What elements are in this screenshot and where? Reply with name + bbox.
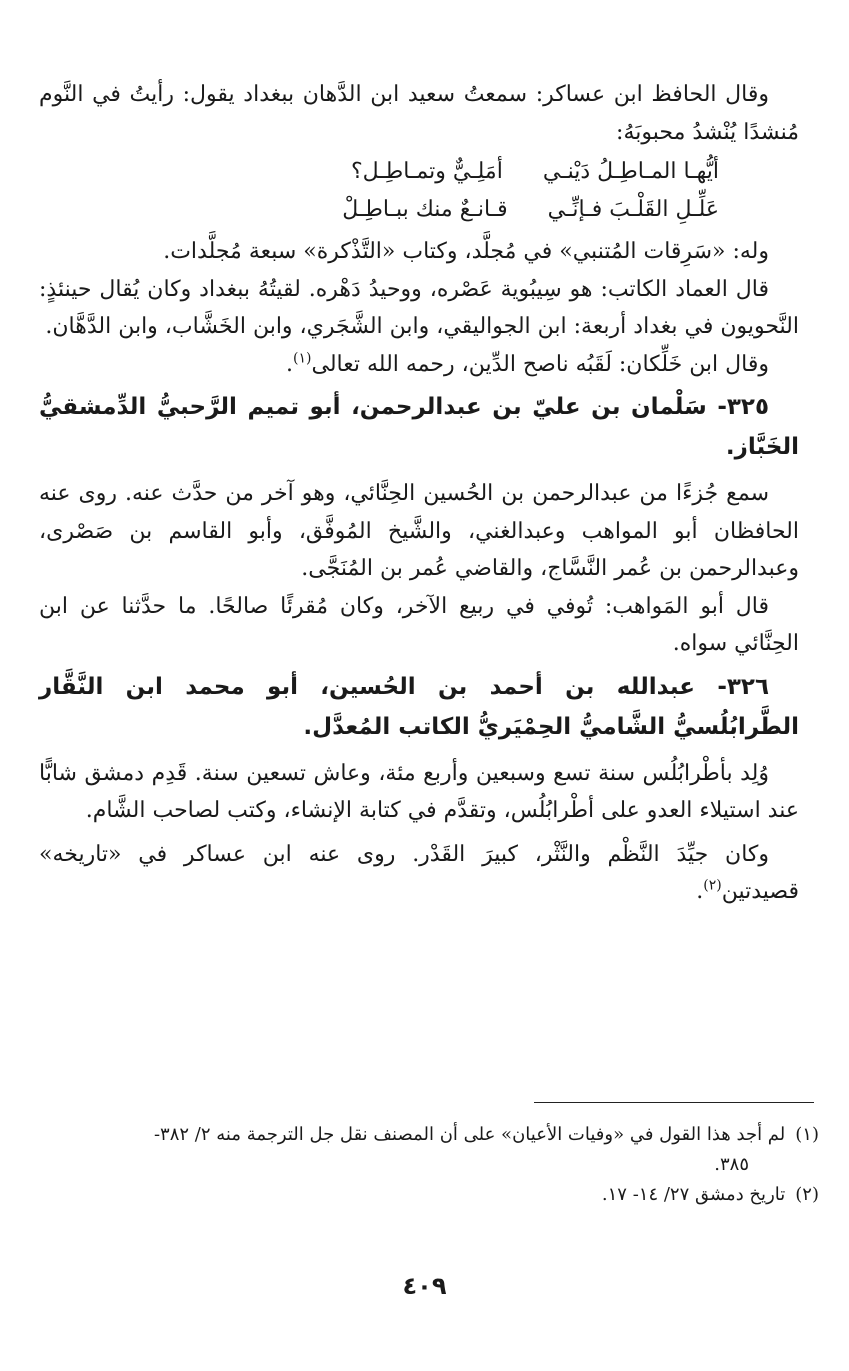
poem-line-2 [39, 191, 719, 229]
poem-block [39, 153, 799, 229]
paragraph-ibn-khallikan-text: وقال ابن خَلِّكان: لَقَبُه ناصح الدِّين، رحمه الله تعالى [311, 351, 769, 377]
paragraph-imad-katib: قال العماد الكاتب: هو سِيبُوية عَصْره، ووحيدُ دَهْره. لقيتُهُ ببغداد وكان يُقال حينئذٍ: النَّحويون في بغداد أربعة: ابن الجواليقي، وابن الشَّجَري، وابن الخَشَّاب، وابن الدَّهَّان. [39, 276, 799, 339]
paragraph-poetry [39, 836, 799, 911]
footnote-2-text: تاريخ دمشق ٢٧/ ١٤- ١٧. [601, 1184, 786, 1205]
footnote-1 [49, 1120, 819, 1150]
footnote-separator [534, 1102, 814, 1103]
footnotes [49, 1120, 819, 1210]
poem-line-1 [39, 153, 719, 191]
paragraph-ibn-khallikan-end: . [286, 351, 294, 377]
entry-heading-325: ٣٢٥- سَلْمان بن عليّ بن عبدالرحمن، أبو تميم الرَّحبيُّ الدِّمشقيُّ الخَبَّاز. [39, 394, 799, 460]
paragraph-salman-hearing: سمع جُزءًا من عبدالرحمن بن الحُسين الحِنَّائي، وهو آخر من حدَّث عنه. روى عنه الحافظان أبو المواهب وعبدالغني، والشَّيخ المُوفَّق، وأبو القاسم بن صَصْرى، وعبدالرحمن بن عُمر النَّسَّاج، والقاضي عُمر بن المُنَجَّى. [39, 481, 799, 581]
paragraph-poetry-end: . [696, 879, 704, 904]
footnote-ref-1[interactable]: (١) [293, 350, 312, 367]
poem-line-2-first-hemistich: عَلِّـلِ القَلْـبَ فـإنِّـي [547, 197, 719, 222]
footnote-1-text: لم أجد هذا القول في «وفيات الأعيان» على أن المصنف نقل جل الترجمة منه ٢/ ٣٨٢- [153, 1124, 786, 1145]
footnote-ref-2[interactable]: (٢) [703, 877, 722, 894]
page-number: ٤٠٩ [402, 1272, 447, 1300]
footnote-2-number: (٢) [795, 1184, 819, 1205]
paragraph-ibn-asakir-quote: وقال الحافظ ابن عساكر: سمعتُ سعيد ابن الدَّهان ببغداد يقول: رأيتُ في النَّوم مُنشدًا يُنْشدُ محبوبَهُ: [39, 82, 799, 145]
footnote-2 [49, 1180, 819, 1210]
paragraph-ibn-khallikan [39, 346, 799, 384]
footnote-1-continuation: ٣٨٥. [714, 1154, 749, 1175]
poem-line-2-second-hemistich: قـانـعٌ منك ببـاطِـلْ [342, 197, 508, 222]
main-text [39, 76, 799, 911]
entry-heading-326: ٣٢٦- عبدالله بن أحمد بن الحُسين، أبو محمد ابن النَّقَّار الطَّرابُلُسيُّ الشَّاميُّ الحِمْيَريُّ الكاتب المُعدَّل. [39, 673, 799, 740]
paragraph-birth: وُلِد بأطْرابُلُس سنة تسع وسبعين وأربع مئة، وعاش تسعين سنة. قَدِم دمشق شابًّا عند استيلاء العدو على أطْرابُلُس، وتقدَّم في كتابة الإنشاء، وكتب لصاحب الشَّام. [39, 760, 799, 823]
paragraph-abu-mawahib: قال أبو المَواهب: تُوفي في ربيع الآخر، وكان مُقرئًا صالحًا. ما حدَّثنا عن ابن الحِنَّائي سواه. [39, 593, 799, 656]
paragraph-poetry-text: وكان جيِّدَ النَّظْم والنَّثْر، كبيرَ القَدْر. روى عنه ابن عساكر في «تاريخه» قصيدتين [39, 841, 799, 904]
poem-line-1-second-hemistich: أمَلِـيٌّ وتمـاطِـل؟ [350, 159, 503, 184]
footnote-1-number: (١) [795, 1124, 819, 1145]
paragraph-works: وله: «سَرِقات المُتنبي» في مُجلَّد، وكتاب «التَّذْكرة» سبعة مُجلَّدات. [163, 239, 769, 264]
poem-line-1-first-hemistich: أيُّهـا المـاطِـلُ دَيْنـي [542, 159, 719, 184]
